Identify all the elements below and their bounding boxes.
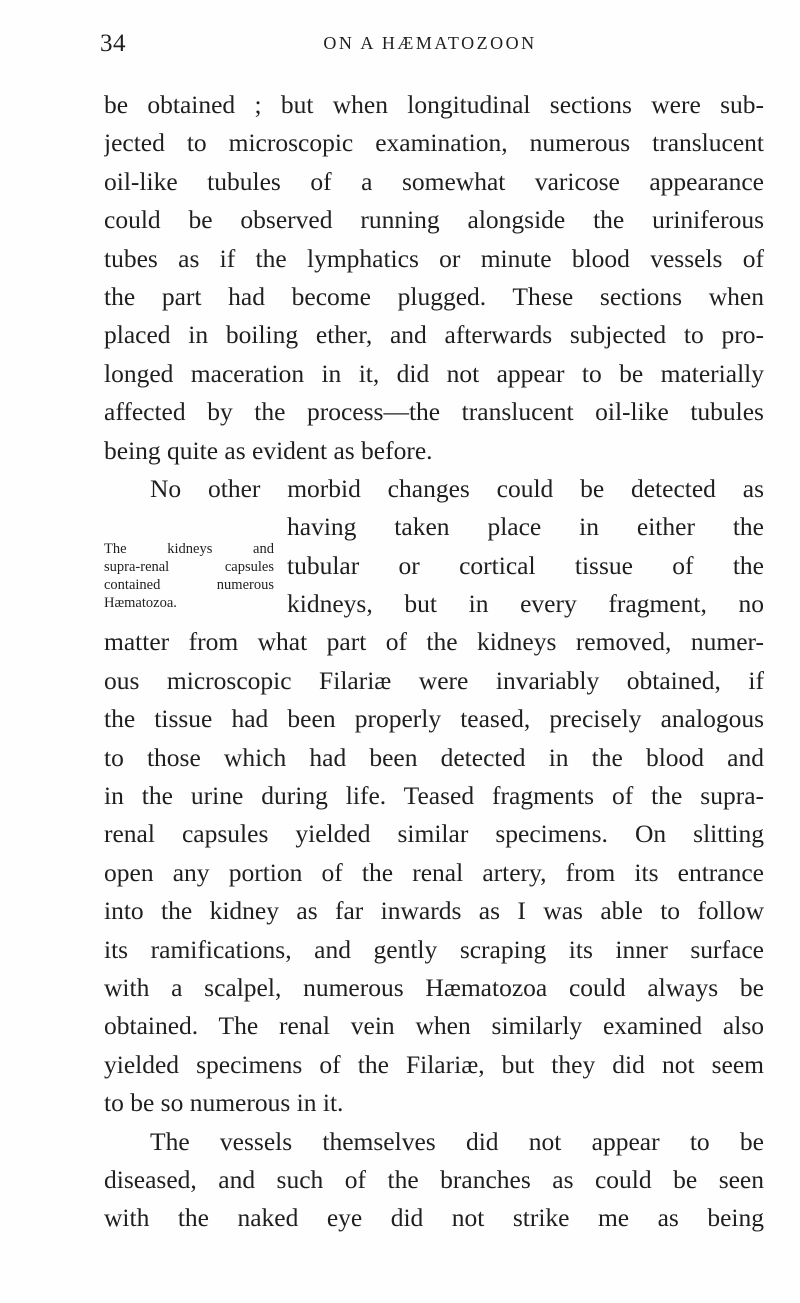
text-line: the part had become plugged. These sections when (104, 281, 764, 311)
text-line: yielded specimens of the Filariæ, but they did not seem (104, 1049, 764, 1079)
margin-note-line: The kidneys and (104, 541, 274, 557)
margin-note-line: contained numerous (104, 577, 274, 593)
text-line: No other morbid changes could be detected as (150, 473, 764, 503)
body-text (104, 86, 764, 1238)
text-line: be obtained ; but when longitudinal sections were sub- (104, 90, 764, 119)
text-line: tubes as if the lymphatics or minute blood vessels of (104, 243, 764, 273)
text-line: having taken place in either the (287, 512, 764, 542)
text-line: being quite as evident as before. (104, 435, 433, 465)
text-line: tubular or cortical tissue of the (287, 550, 764, 580)
text-line: oil-like tubules of a somewhat varicose appearance (104, 166, 764, 196)
text-line: with a scalpel, numerous Hæmatozoa could always be (104, 972, 764, 1002)
page-number: 34 (100, 30, 126, 57)
text-line: ous microscopic Filariæ were invariably obtained, if (104, 665, 764, 695)
running-head: ON A HÆMATOZOON (323, 33, 537, 53)
text-line: could be observed running alongside the uriniferous (104, 205, 764, 235)
text-line: the tissue had been properly teased, precisely analogous (104, 704, 764, 734)
text-line: to be so numerous in it. (104, 1088, 344, 1118)
text-line: open any portion of the renal artery, from its entrance (104, 857, 764, 887)
text-line: affected by the process—the translucent oil-like tubules (104, 397, 764, 427)
text-line: obtained. The renal vein when similarly examined also (104, 1011, 764, 1041)
page-header (100, 30, 760, 60)
text-line: kidneys, but in every fragment, no (287, 589, 764, 619)
text-line: into the kidney as far inwards as I was able to follow (104, 896, 764, 926)
text-line: placed in boiling ether, and afterwards subjected to pro- (104, 320, 764, 350)
margin-note-line: Hæmatozoa. (104, 595, 177, 611)
text-line: The vessels themselves did not appear to be (150, 1126, 764, 1156)
text-line: its ramifications, and gently scraping its inner surface (104, 934, 764, 964)
text-line: renal capsules yielded similar specimens. On slitting (104, 819, 764, 849)
text-line: diseased, and such of the branches as could be seen (104, 1164, 764, 1194)
margin-note-line: supra-renal capsules (104, 559, 274, 575)
text-line: jected to microscopic examination, numerous translucent (104, 128, 764, 158)
text-line: in the urine during life. Teased fragments of the supra- (104, 781, 764, 811)
text-line: matter from what part of the kidneys removed, numer- (104, 627, 764, 657)
text-line: longed maceration in it, did not appear to be materially (104, 358, 764, 388)
text-line: to those which had been detected in the blood and (104, 742, 764, 772)
text-line: with the naked eye did not strike me as being (104, 1203, 764, 1233)
